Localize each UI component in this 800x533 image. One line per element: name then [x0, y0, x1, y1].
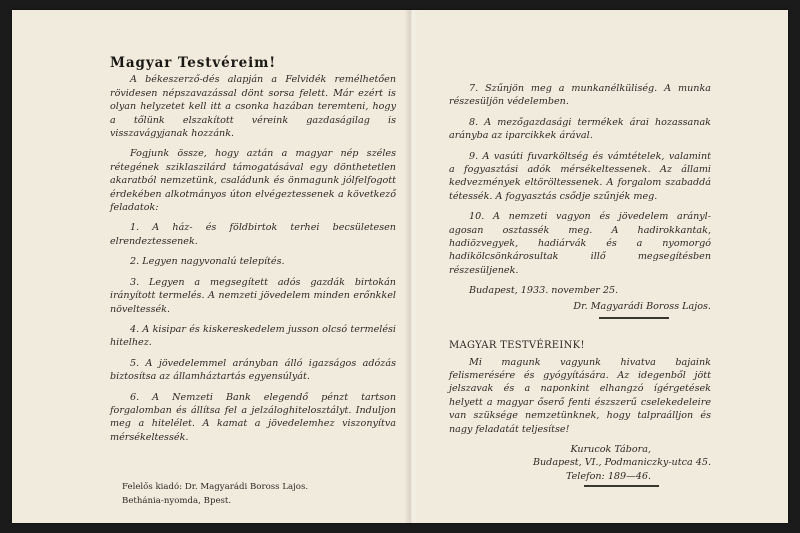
list-item: 2. Legyen nagyvonalú telepítés. — [130, 256, 285, 268]
address: Budapest, VI., Podmaniczky-utca 45. — [532, 457, 711, 469]
left-column — [110, 57, 396, 451]
date-line: Budapest, 1933. november 25. — [469, 285, 619, 297]
tasks-paragraph: Fogjunk össze, hogy aztán a magyar nép széles rétegének sziklaszilárd támogatásával egy dönthetetlen akaratból nemzetünk, családunk és önmagunk jólfelfogott érdekében alkotmányos úton elvégeztessenek a következő feladatok: — [110, 148, 396, 214]
right-column — [449, 82, 711, 487]
list-item: 4. A kisipar és kiskereskedelem jusson olcsó termelési hitelhez. — [110, 323, 396, 349]
list-item: 5. A jövedelemmel arányban álló igazságos adózás biztosítsa az államháztartás egyensúlyát. — [110, 357, 396, 383]
list-item: 10. A nemzeti vagyon és jövedelem arányl-agosan osztassék meg. A hadirokkantak, hadiözvegyek, hadiárvák és a nyomorgó hadikölcsönkárosultak illő megsegítésben részesüljenek. — [449, 211, 711, 276]
publisher-line: Felelős kiadó: Dr. Magyarádi Boross Lajos. — [122, 482, 309, 492]
list-item: 6. A Nemzeti Bank elegendő pénzt tartson forgalomban és állítsa fel a jelzáloghitelosztályt. Induljon meg a hitelélet. A kamat a jövedelemhez viszonyítva mérsékeltessék. — [110, 391, 396, 443]
divider — [599, 317, 669, 319]
divider — [584, 485, 659, 487]
list-item: 1. A ház- és földbirtok terhei becsületesen elrendeztessenek. — [110, 222, 396, 247]
list-item: 9. A vasúti fuvarköltség és vámtételek, valamint a fogyasztási adók mérsékeltessenek. Az állami kedvezmények eltöröltessenek. A forgalom szabaddá tétessék. A fogyasztás csődje szűnjék meg. — [449, 150, 711, 202]
phone: Telefon: 189—46. — [565, 470, 651, 482]
organization: Kurucok Tábora, — [570, 443, 651, 455]
list-item: 8. A mezőgazdasági termékek árai hozassanak arányba az iparcikkek árával. — [449, 116, 711, 142]
appeal-paragraph: Mi magunk vagyunk hivatva bajaink felismerésére és gyógyítására. Az idegenből jött jelszavak és a naponkint elhangzó ígérgetések helyett a magyar őserő fenti észszerű cselekedeleire van szüksége nemzetünknek, hogy talpraálljon és nagy feladatát teljesítse! — [449, 356, 711, 435]
second-heading: MAGYAR TESTVÉREINK! — [449, 340, 585, 352]
page-fold — [404, 10, 418, 523]
list-item: 7. Szűnjön meg a munkanélküliség. A munka részesüljön védelemben. — [449, 83, 711, 108]
intro-paragraph: A békeszerző-dés alapján a Felvidék remélhetően rövidesen népszavazással dönt sorsa felett. Már ezért is olyan helyzetet kell itt a csonka hazában teremteni, hogy a tőlünk elszakított véreink gazdaságilag is visszavágyjanak hozzánk. — [110, 74, 396, 140]
leaflet-title: Magyar Testvéreim! — [110, 55, 277, 71]
printer-line: Bethánia-nyomda, Bpest. — [122, 496, 232, 506]
signature: Dr. Magyarádi Boross Lajos. — [573, 300, 711, 312]
list-item: 3. Legyen a megsegített adós gazdák birtokán irányított termelés. A nemzeti jövedelem minden erőnkkel növeltessék. — [110, 276, 396, 315]
imprint — [122, 480, 308, 508]
leaflet-sheet — [12, 10, 788, 523]
